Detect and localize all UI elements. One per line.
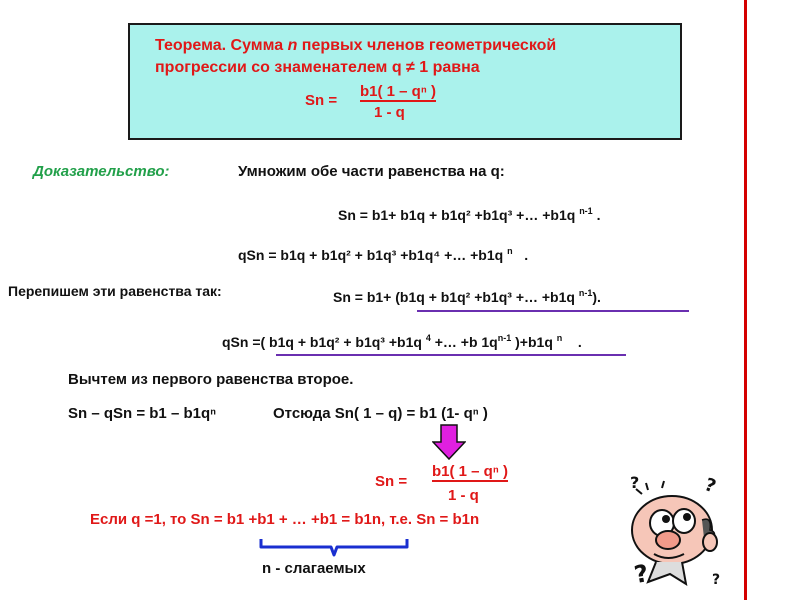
proof-label: Доказательство:	[33, 163, 170, 180]
equation-3-underline	[417, 310, 689, 312]
theorem-numerator: b1( 1 – qⁿ )	[360, 83, 436, 100]
svg-text:?: ?	[701, 474, 719, 498]
hence-equation: Отсюда Sn( 1 – q) = b1 (1- qⁿ )	[273, 405, 488, 422]
equation-1: Sn = b1+ b1q + b1q² +b1q³ +… +b1q $^{n-1}$ .	[338, 206, 601, 223]
thinking-character-illustration	[612, 468, 744, 596]
special-case-text: Если q =1, то Sn = b1 +b1 + … +b1 = b1n, т.е. Sn = b1n	[90, 511, 480, 528]
equation-4-underline	[276, 354, 626, 356]
result-denominator: 1 - q	[448, 487, 479, 504]
equation-3: Sn = b1+ (b1q + b1q² +b1q³ +… +b1q $^{n-1}$).	[333, 288, 601, 305]
result-numerator: b1( 1 – qⁿ )	[432, 463, 508, 480]
multiply-text: Умножим обе части равенства на q:	[238, 163, 505, 180]
subtract-text: Вычтем из первого равенства второе.	[68, 371, 354, 388]
svg-text:?: ?	[632, 559, 651, 590]
result-sn-label: Sn =	[375, 473, 408, 490]
equation-2: qSn = b1q + b1q² + b1q³ +b1q⁴ +… +b1q $^n$ .	[238, 246, 529, 263]
theorem-denominator: 1 - q	[374, 104, 405, 121]
theorem-sn-label: Sn =	[305, 92, 338, 109]
difference-equation: Sn – qSn = b1 – b1qⁿ	[68, 405, 217, 422]
brace-label: n - слагаемых	[262, 560, 366, 577]
down-arrow-icon	[432, 424, 466, 460]
theorem-line-1: Теорема. Сумма n первых членов геометрической	[155, 37, 557, 54]
right-margin-rule	[744, 0, 747, 600]
svg-text:?: ?	[712, 572, 721, 588]
rewrite-label: Перепишем эти равенства так:	[8, 283, 222, 299]
theorem-line-2: прогрессии со знаменателем q ≠ 1 равна	[155, 59, 480, 76]
equation-4: qSn =( b1q + b1q² + b1q³ +b1q $^4$ +… +b $1q^{n-1}$ )+b1q $^n$ .	[222, 333, 582, 350]
svg-text:?: ?	[630, 473, 640, 492]
curly-brace	[258, 537, 410, 561]
